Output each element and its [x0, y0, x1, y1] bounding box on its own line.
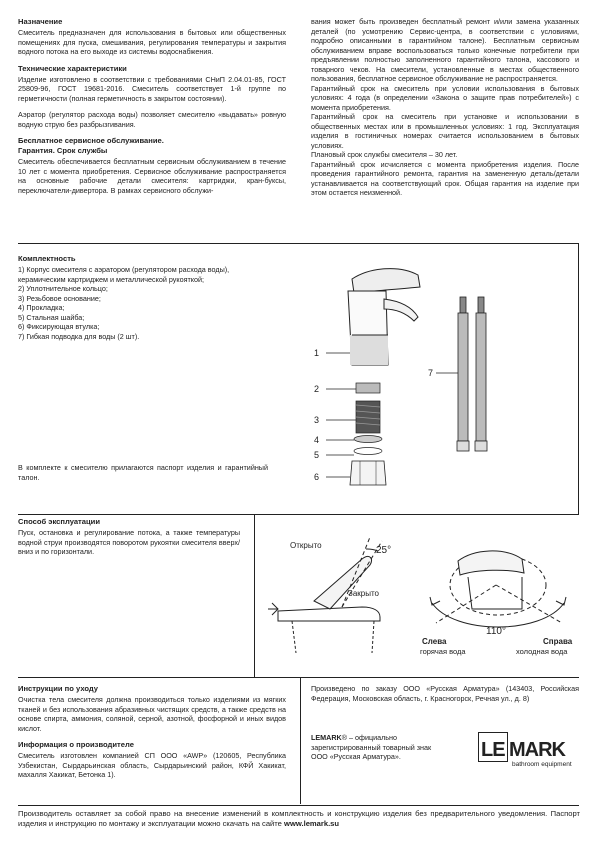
brand-line3: ООО «Русская Арматура». — [311, 752, 401, 761]
warranty-text: Смеситель обеспечивается бесплатным сервисным обслуживанием в течение 10 лет с момента приобретения. Сервисное обслуживание распространяется на основные рабочие детали смесителя: картриджи, кран-буксы, переключатели-дивертора. В рамках сервисного обслужи- — [18, 157, 286, 195]
warranty-p2: Гарантийный срок на смеситель при условии использования в бытовых условиях: 4 года (в определении «Закона о защите прав потребителей») с момента приобретения. — [311, 83, 579, 112]
kit-title: Комплектность — [18, 254, 76, 263]
manufacturer-title: Информация о производителе — [18, 740, 134, 750]
divider — [578, 243, 579, 515]
kit-item: 2) Уплотнительное кольцо; — [18, 284, 108, 294]
divider — [300, 678, 301, 804]
kit-item: 7) Гибкая подводка для воды (2 шт). — [18, 331, 140, 341]
callout-4: 4 — [314, 435, 320, 445]
footer-site-link[interactable]: www.lemark.su — [284, 819, 340, 829]
logo-mark: MARK — [509, 739, 565, 761]
angle-vertical-label: 25° — [376, 545, 392, 556]
purpose-title: Назначение — [18, 17, 63, 26]
warranty-p5: Гарантийный срок исчисляется с момента приобретения изделия. После проведения гарантийного ремонта, гарантия на замененную деталь/детали устанавливается на соответствующий срок. Общая гарантия на изделие при этом остается неизменной. — [311, 159, 579, 197]
callout-6: 6 — [314, 472, 320, 482]
kit-item: 1) Корпус смесителя с аэратором (регулятором расхода воды), — [18, 265, 230, 275]
brand-line1: ® – официально — [341, 733, 397, 742]
warranty-title: Гарантия. Срок службы — [18, 146, 108, 156]
divider — [254, 515, 255, 677]
divider — [18, 677, 579, 678]
care-text: Очистка тела смесителя должна производиться только изделиями из мягких тканей и без использования абразивных чистящих средств, а также средств на основе спирта, аммония, соляной, серной, азотной, фосфорной и иных видов кислот. — [18, 695, 286, 733]
kit-section — [18, 254, 298, 341]
footer-text — [18, 809, 580, 829]
left-label: Слева — [422, 637, 447, 646]
aerator-text: Аэратор (регулятор расхода воды) позволяет смесителю «выдавать» ровную водную струю без разбрызгивания. — [18, 110, 286, 129]
right-sub-label: холодная вода — [516, 647, 568, 656]
warranty-continued — [311, 17, 579, 198]
kit-note: В комплекте к смесителю прилагаются паспорт изделия и гарантийный талон. — [18, 463, 268, 482]
operation-text: Пуск, остановка и регулирование потока, а также температуры водной струи производятся поворотом рукоятки смесителя вверх/вниз и по горизонтали. — [18, 528, 240, 557]
operation-section — [18, 517, 240, 557]
angle-horizontal-label: 110° — [486, 626, 506, 637]
divider — [18, 805, 579, 806]
service-title: Бесплатное сервисное обслуживание. — [18, 136, 164, 146]
warranty-p3: Гарантийный срок на смеситель при установке и использовании в общественных местах или в промышленных условиях: 1 год. Эксплуатация изделия в гостиничных номерах считается использованием в бытовых условиях. — [311, 112, 579, 150]
brand-line2: зарегистрированный товарный знак — [311, 742, 432, 752]
footer-main: Производитель оставляет за собой право на внесение изменений в комплектность и конструкцию изделия без предварительного уведомления. Паспорт изделия и инструкцию по монтажу и эксплуатации можно скачать на сайте — [18, 809, 580, 829]
logo-sub: bathroom equipment — [512, 761, 572, 768]
left-sub-label: горячая вода — [420, 647, 466, 656]
divider — [18, 514, 579, 515]
kit-item: керамическим картриджем и металлической рукояткой; — [18, 274, 205, 284]
kit-item: 4) Прокладка; — [18, 303, 65, 313]
manufacturer-text: Смеситель изготовлен компанией СП ООО «AWP» (120605, Республика Узбекистан, Сырдарьинская область, Сырдарьинский район, КФЙ Хакикат, махалля Хакикат, Бетонка 1). — [18, 751, 286, 780]
warranty-p4: Плановый срок службы смесителя – 30 лет. — [311, 150, 458, 159]
callout-7: 7 — [428, 368, 434, 378]
care-section — [18, 684, 286, 780]
callout-5: 5 — [314, 450, 320, 460]
kit-item: 6) Фиксирующая втулка; — [18, 322, 100, 332]
tech-text: Изделие изготовлено в соответствии с требованиями СНиП 2.04.01-85, ГОСТ 25809-96, ГОСТ 19681-2016. Смеситель соответствует 1-й группе по герметичности (полная герметичность в закрытом состоянии). — [18, 74, 286, 103]
open-label: Открыто — [290, 541, 322, 550]
warranty-p1: вания может быть произведен бесплатный ремонт и/или замена указанных деталей (по усмотрению Сервис-центра, в соответствии с условиями, подробно описанными в гарантийном талоне). Бесплатным сервисным обслуживанием вправе воспользоваться только конечные потребители при предъявлении полностью заполненного гарантийного талона, кассового и товарного чеков. На смесители, установленные в местах общественного пользования, бесплатное сервисное обслуживание не распространяется. — [311, 17, 579, 83]
lemark-logo — [478, 732, 578, 772]
operation-title: Способ эксплуатации — [18, 517, 100, 526]
purpose-section — [18, 17, 286, 195]
callout-1: 1 — [314, 348, 320, 358]
care-title: Инструкции по уходу — [18, 684, 99, 693]
purpose-text: Смеситель предназначен для использования в бытовых или общественных помещениях для пуска, смешивания, регулирования температуры и закрытия водного потока на его выходе из системы водоснабжения. — [18, 28, 286, 57]
callout-3: 3 — [314, 415, 320, 425]
brand-info — [311, 733, 461, 762]
kit-item: 5) Стальная шайба; — [18, 312, 85, 322]
faucet-assembly-drawing — [300, 255, 480, 505]
order-text: Произведено по заказу ООО «Русская Арматура» (143403, Российская Федерация, Московская область, г. Красногорск, Речная ул., д. 8) — [311, 684, 579, 703]
right-label: Справа — [543, 637, 573, 646]
logo-le: LE — [481, 739, 505, 761]
divider — [18, 243, 579, 244]
kit-item: 3) Резьбовое основание; — [18, 293, 101, 303]
closed-label: Закрыто — [348, 589, 380, 598]
brand-name: LEMARK — [311, 733, 342, 742]
tech-title: Технические характеристики — [18, 63, 127, 73]
callout-2: 2 — [314, 384, 320, 394]
